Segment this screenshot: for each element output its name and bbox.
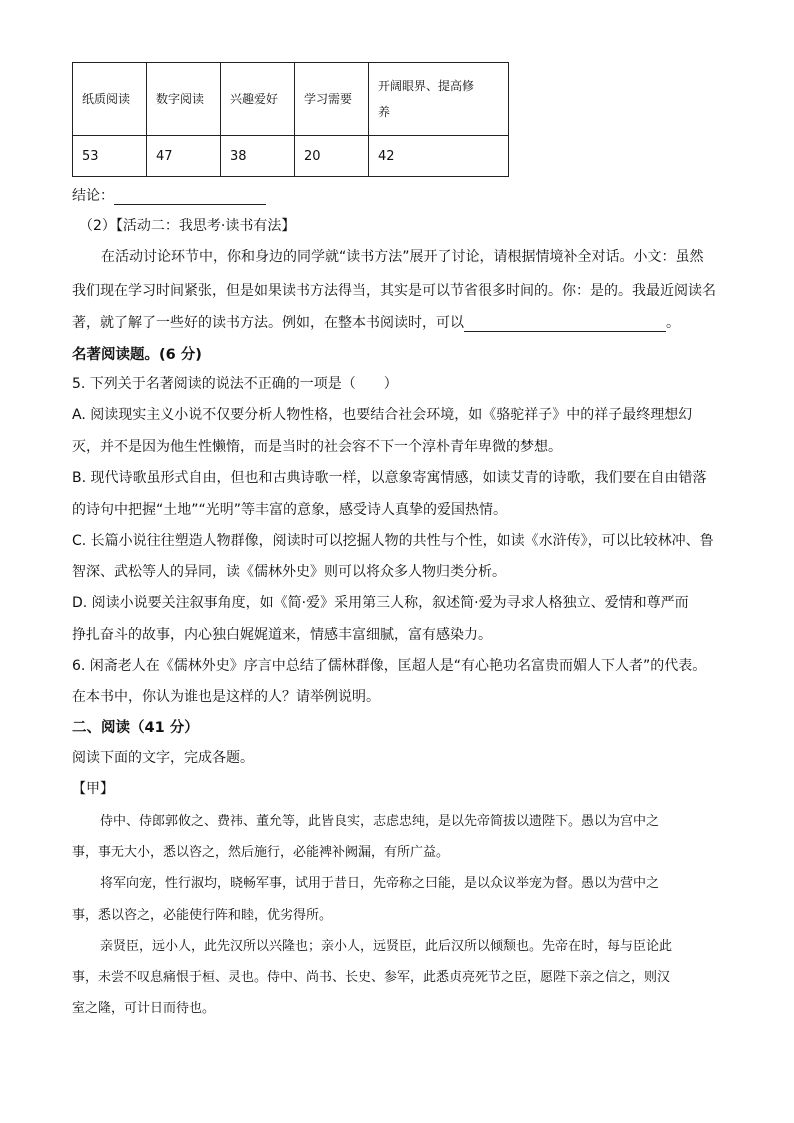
q5-option-a-line2: 灭，并不是因为他生性懒惰，而是当时的社会容不下一个淳朴青年卑微的梦想。 — [72, 439, 562, 455]
survey-header-row — [73, 63, 509, 136]
activity2-line1: 在活动讨论环节中，你和身边的同学就“读书方法”展开了讨论，请根据情境补全对话。小文：虽然 — [101, 249, 704, 265]
q6-line1: 6. 闲斋老人在《儒林外史》序言中总结了儒林群像，匡超人是“有心艳功名富贵而媚人下人者”的代表。 — [72, 658, 707, 674]
passage-line: 侍中、侍郎郭攸之、费祎、董允等，此皆良实，志虑忠纯，是以先帝简拔以遗陛下。愚以为宫中之 — [100, 814, 660, 829]
passage-label: 【甲】 — [72, 781, 114, 797]
passage-line: 将军向宠，性行淑均，晓畅军事，试用于昔日，先帝称之曰能，是以众议举宠为督。愚以为营中之 — [100, 876, 660, 891]
q5-option-a-line1: A. 阅读现实主义小说不仅要分析人物性格，也要结合社会环境，如《骆驼祥子》中的祥子最终理想幻 — [72, 407, 693, 423]
value-broaden-horizons: 42 — [369, 136, 509, 177]
header-broaden-line2: 养 — [378, 105, 391, 119]
q5-option-d-line2: 挣扎奋斗的故事，内心独白娓娓道来，情感丰富细腻，富有感染力。 — [72, 627, 492, 643]
conclusion-blank[interactable] — [114, 189, 266, 205]
q5-option-c-line1: C. 长篇小说往往塑造人物群像，阅读时可以挖掘人物的共性与个性，如读《水浒传》，可以比较林冲、鲁 — [72, 533, 714, 549]
header-digital-reading: 数字阅读 — [147, 63, 221, 136]
activity2-title: （2）【活动二：我思考·读书有法】 — [79, 218, 296, 234]
q5-option-d-line1: D. 阅读小说要关注叙事角度，如《简·爱》采用第三人称，叙述简·爱为寻求人格独立、爱情和尊严而 — [72, 595, 689, 611]
q5-option-b-line1: B. 现代诗歌虽形式自由，但也和古典诗歌一样，以意象寄寓情感，如读艾青的诗歌，我们要在自由错落 — [72, 470, 707, 486]
passage-line: 事，未尝不叹息痛恨于桓、灵也。侍中、尚书、长史、参军，此悉贞亮死节之臣，愿陛下亲之信之，则汉 — [72, 970, 671, 985]
survey-value-row — [73, 136, 509, 177]
header-interest: 兴趣爱好 — [221, 63, 295, 136]
value-interest: 38 — [221, 136, 295, 177]
survey-table — [72, 62, 509, 177]
value-study-need: 20 — [295, 136, 369, 177]
q5-stem: 5. 下列关于名著阅读的说法不正确的一项是（ ） — [72, 376, 398, 392]
value-digital-reading: 47 — [147, 136, 221, 177]
value-paper-reading: 53 — [73, 136, 147, 177]
passage-line: 亲贤臣，远小人，此先汉所以兴隆也；亲小人，远贤臣，此后汉所以倾颓也。先帝在时，每与臣论此 — [100, 939, 673, 954]
passage-line: 事，事无大小，悉以咨之，然后施行，必能裨补阙漏，有所广益。 — [72, 845, 450, 860]
reading-method-blank[interactable] — [464, 316, 666, 332]
q6-line2: 在本书中，你认为谁也是这样的人？请举例说明。 — [72, 689, 380, 705]
activity2-line2: 我们现在学习时间紧张，但是如果读书方法得当，其实是可以节省很多时间的。你：是的。我最近阅读名 — [72, 283, 716, 299]
header-broaden-line1: 开阔眼界、提高修 — [378, 79, 475, 93]
passage-line: 室之隆，可计日而待也。 — [72, 1001, 216, 1016]
section-classics-heading: 名著阅读题。(6 分) — [72, 347, 202, 363]
conclusion-line — [72, 185, 266, 205]
conclusion-label: 结论： — [72, 188, 114, 204]
q5-option-b-line2: 的诗句中把握“土地”“光明”等丰富的意象，感受诗人真挚的爱国热情。 — [72, 502, 508, 518]
header-study-need: 学习需要 — [295, 63, 369, 136]
header-broaden-horizons — [369, 63, 509, 136]
activity2-line3-text: 著，就了解了一些好的读书方法。例如，在整本书阅读时，可以 — [72, 315, 464, 331]
activity2-line3-end: 。 — [666, 315, 680, 331]
passage-line: 事，悉以咨之，必能使行阵和睦，优劣得所。 — [72, 908, 333, 923]
section-reading-heading: 二、阅读（41 分） — [72, 720, 199, 736]
header-paper-reading: 纸质阅读 — [73, 63, 147, 136]
reading-intro: 阅读下面的文字，完成各题。 — [72, 750, 254, 766]
q5-option-c-line2: 智深、武松等人的异同，读《儒林外史》则可以将众多人物归类分析。 — [72, 564, 506, 580]
activity2-line3 — [72, 312, 680, 332]
